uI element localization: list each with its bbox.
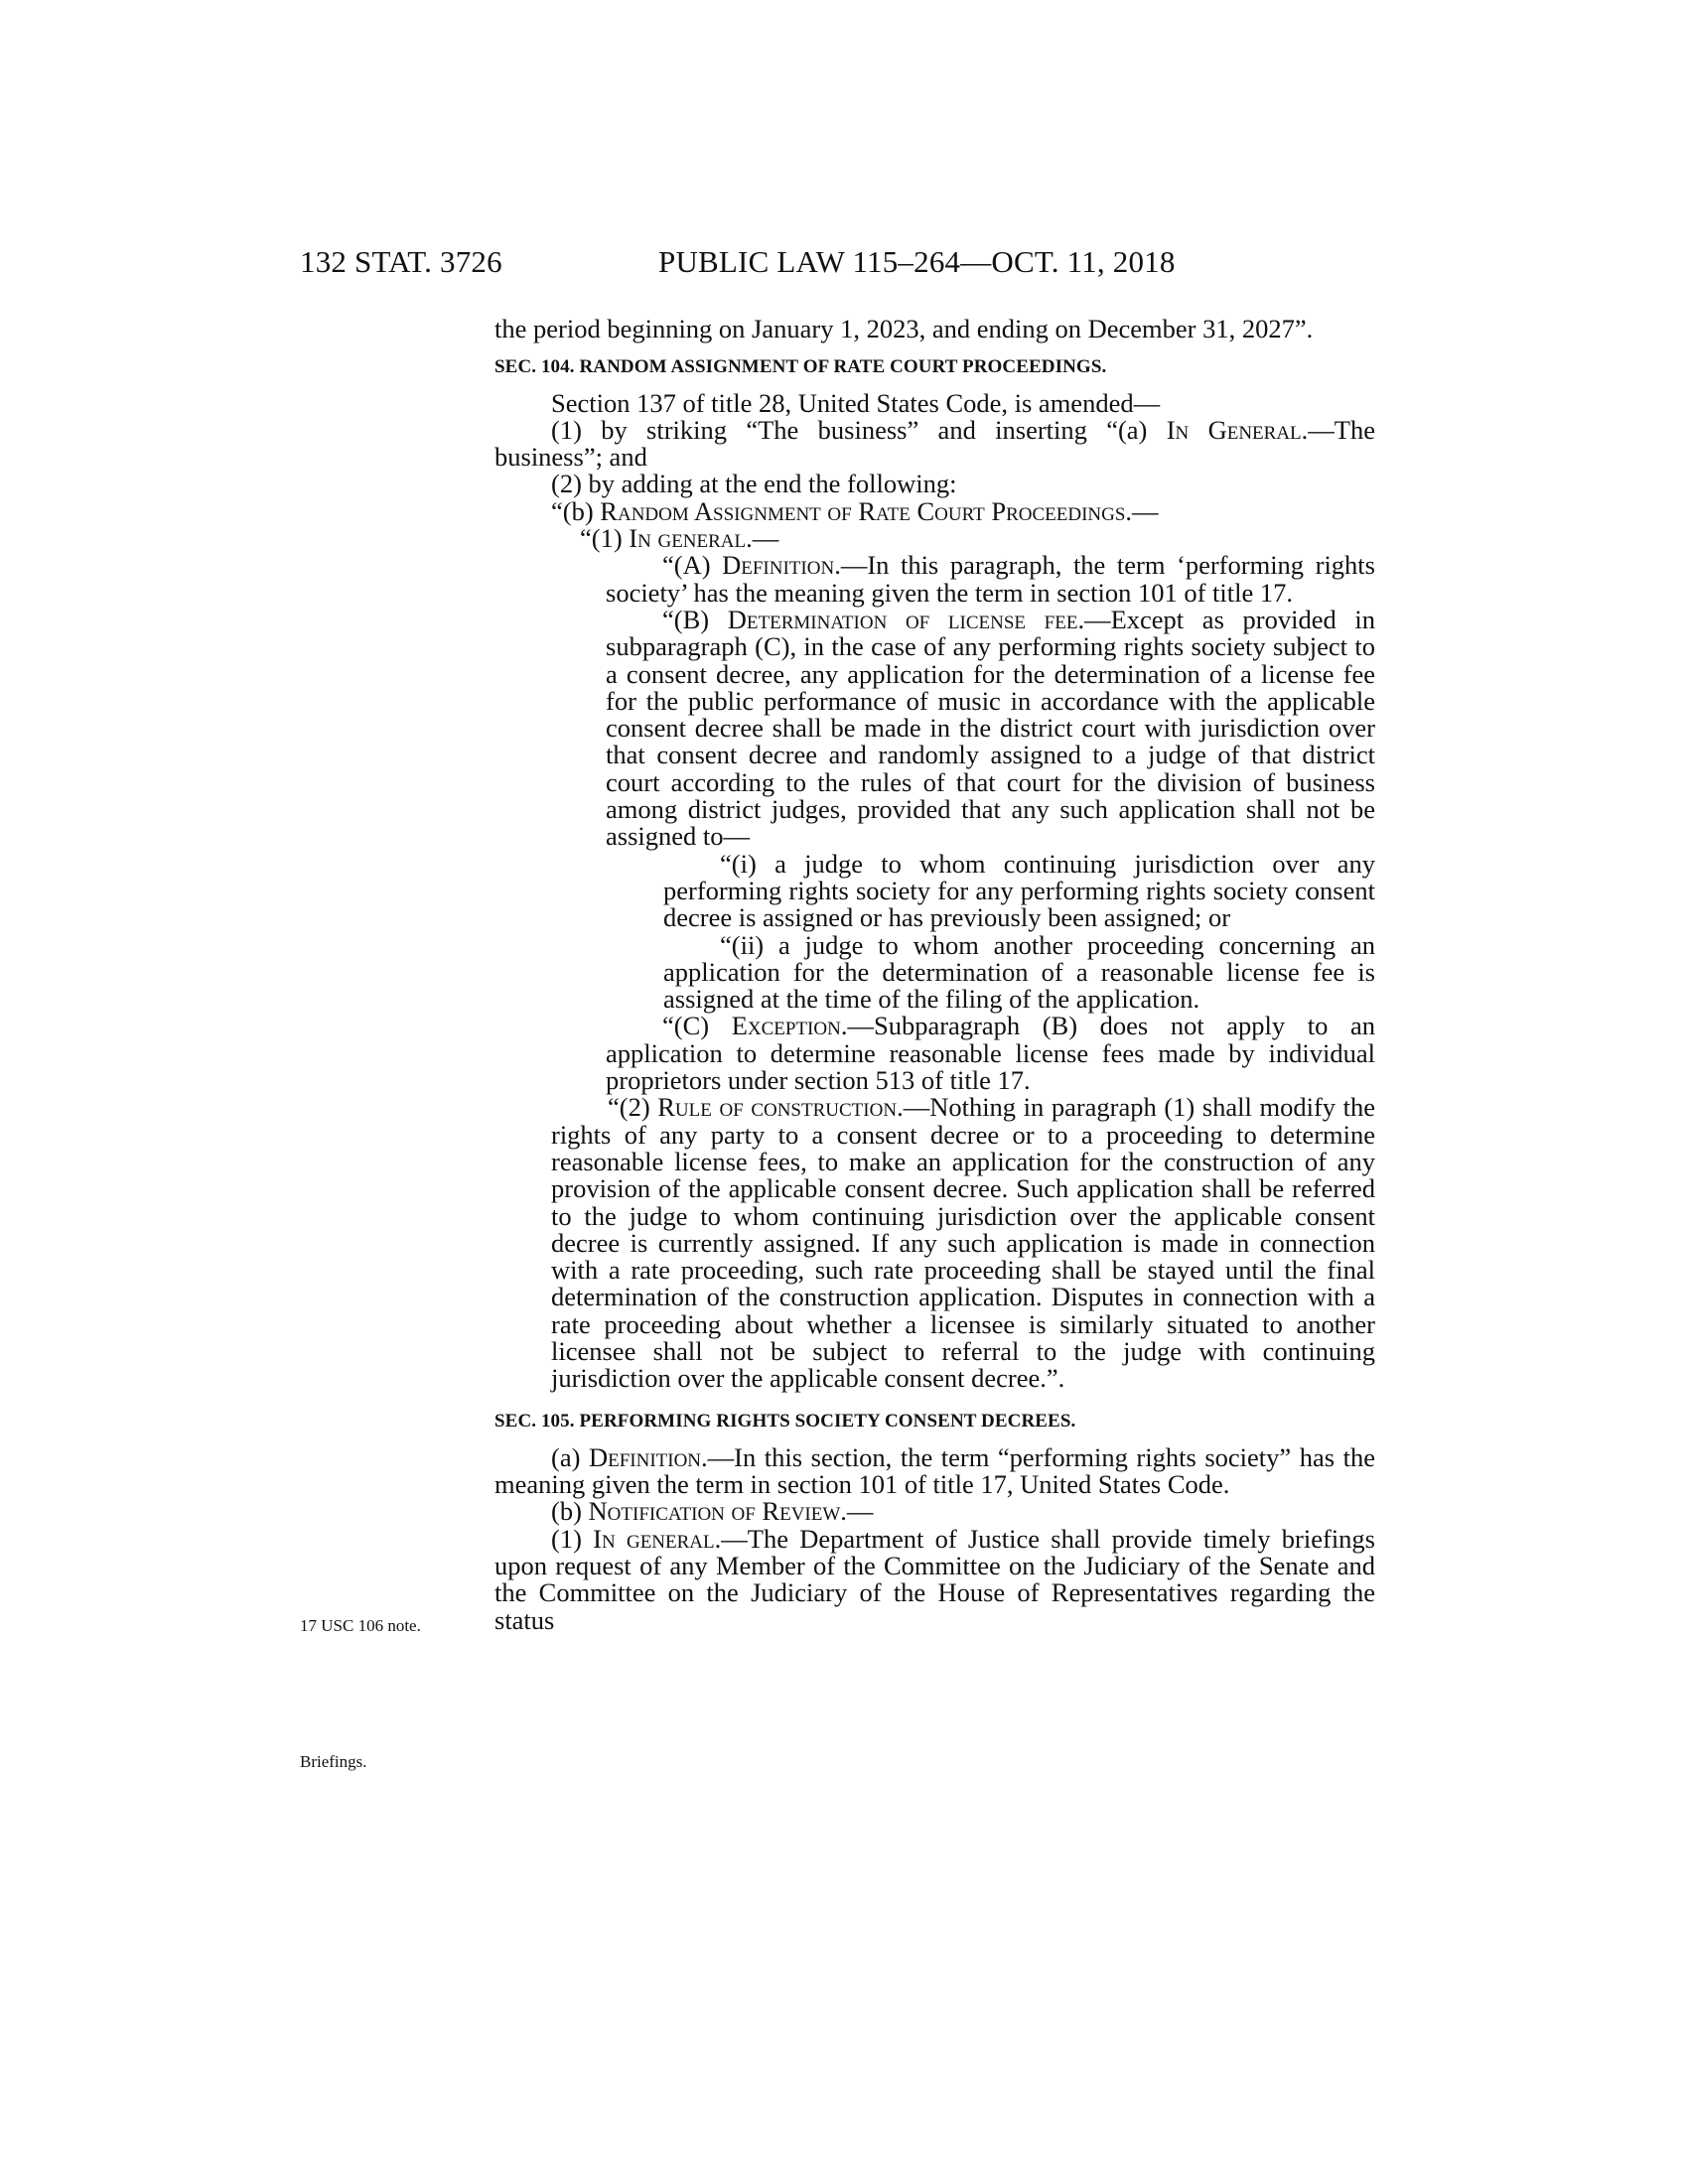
subparagraph-b: “(B) Determination of license fee.—Except as provided in subparagraph (C), in the case of any performing rights society subject to a consent decree, any application for the determination of a license fee for the public performance of music in accordance with the applicable consent decree shall be made in the district court with jurisdiction over that consent decree and randomly assigned to a judge of that district court according to the rules of that court for the division of business among district judges, provided that any such application shall not be assigned to— bbox=[606, 604, 1376, 852]
clause-i: “(i) a judge to whom continuing jurisdiction over any performing rights society for any performing rights society consent decree is assigned or has previously been assigned; or bbox=[663, 848, 1375, 933]
document-body bbox=[494, 316, 1375, 1634]
amendment-item-2: (2) by adding at the end the following: bbox=[551, 469, 957, 499]
section-105-subsection-b: (b) Notification of Review.— bbox=[551, 1496, 874, 1527]
section-105-paragraph-1: (1) In general.—The Department of Justice shall provide timely briefings upon request of any Member of the Committee on the Judiciary of the Senate and the Committee on the Judiciary of the House of Representatives regarding the status bbox=[494, 1523, 1375, 1635]
section-105-heading: SEC. 105. PERFORMING RIGHTS SOCIETY CONSENT DECREES. bbox=[494, 1410, 1076, 1432]
subparagraph-c: “(C) Exception.—Subparagraph (B) does not apply to an application to determine reasonable license fees made by individual proprietors under section 513 of title 17. bbox=[606, 1011, 1375, 1096]
subsection-b-heading: “(b) Random Assignment of Rate Court Proceedings.— bbox=[551, 495, 1159, 526]
margin-note-17-usc: 17 USC 106 note. bbox=[300, 1616, 421, 1635]
stat-reference: 132 STAT. 3726 bbox=[300, 244, 502, 279]
amendment-item-1: (1) by striking “The business” and inserting “(a) In General.—The business”; and bbox=[494, 414, 1375, 473]
public-law-header: PUBLIC LAW 115–264—OCT. 11, 2018 bbox=[658, 244, 1176, 279]
continued-paragraph: the period beginning on January 1, 2023, and ending on December 31, 2027”. bbox=[494, 314, 1314, 343]
section-105-subsection-a: (a) Definition.—In this section, the term “performing rights society” has the meaning given the term in section 101 of title 17, United States Code. bbox=[494, 1441, 1375, 1500]
subparagraph-a: “(A) Definition.—In this paragraph, the term ‘performing rights society’ has the meaning given the term in section 101 of title 17. bbox=[606, 550, 1375, 608]
clause-ii: “(ii) a judge to whom another proceeding concerning an application for the determination of a reasonable license fee is assigned at the time of the filing of the application. bbox=[663, 929, 1375, 1015]
paragraph-1-heading: “(1) In general.— bbox=[580, 523, 779, 554]
paragraph-2-rule-of-construction: “(2) Rule of construction.—Nothing in paragraph (1) shall modify the rights of any party to a consent decree or to a proceeding to determine reasonable license fees, to make an application for the construction of any provision of the applicable consent decree. Such application shall be referred to the judge to whom continuing jurisdiction over the applicable consent decree is currently assigned. If any such application is made in connection with a rate proceeding, such rate proceeding shall be stayed until the final determination of the construction application. Disputes in connection with a rate proceeding about whether a licensee is similarly situated to another licensee shall not be subject to referral to the judge with continuing jurisdiction over the applicable consent decree.”. bbox=[551, 1092, 1375, 1394]
section-104-heading: SEC. 104. RANDOM ASSIGNMENT OF RATE COURT PROCEEDINGS. bbox=[494, 356, 1107, 378]
margin-note-briefings: Briefings. bbox=[300, 1752, 367, 1771]
section-104-intro: Section 137 of title 28, United States Code, is amended— bbox=[551, 387, 1161, 418]
